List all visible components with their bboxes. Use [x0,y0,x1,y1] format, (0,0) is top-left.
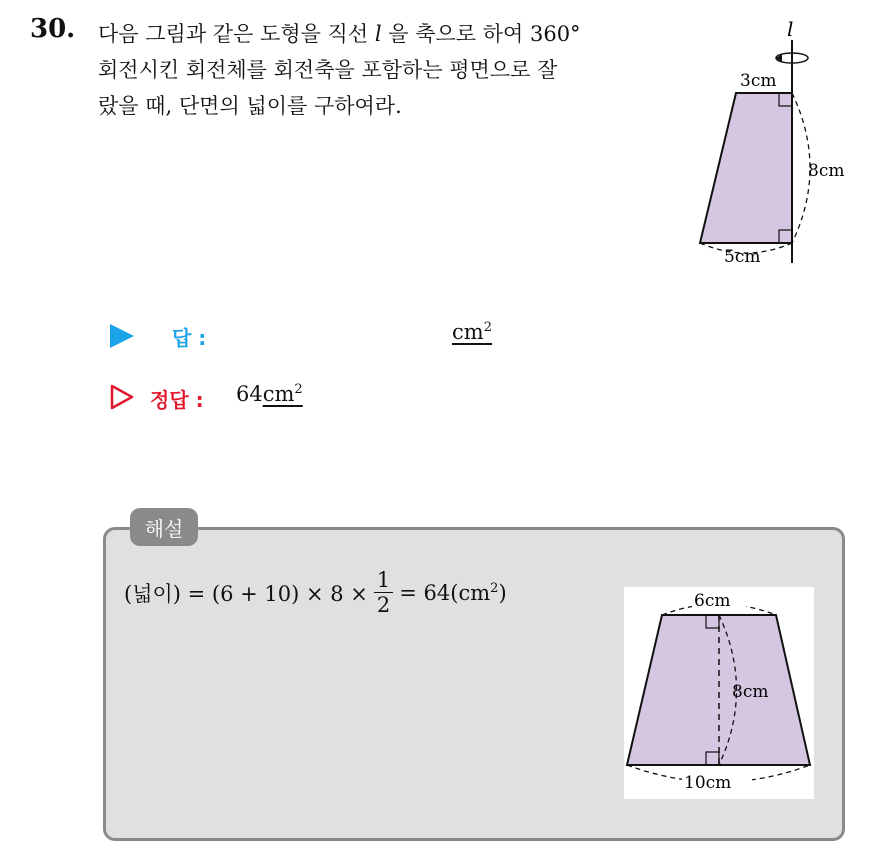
question-number: 30. [30,14,76,44]
top-length-label: 3cm [740,71,777,91]
fraction-half [374,568,393,617]
question-text [98,16,688,124]
answer-unit[interactable]: $cm^2$ [452,320,492,344]
question-line-1: 다음 그림과 같은 도형을 직선 l 을 축으로 하여 360° [98,22,581,46]
top-length-label: 6cm [694,591,731,611]
answer-label: 답 : [172,326,207,350]
formula-close: ) [498,580,507,605]
formula-rhs: = 64( [399,580,459,605]
cross-section-figure [624,587,814,799]
height-length-label: 8cm [808,161,845,181]
trapezoid-shape [700,93,792,243]
answer-row [110,320,530,352]
correct-answer-label: 정답 : [150,388,204,412]
solution-tag: 해설 [130,508,198,546]
formula-lhs: (넓이) = (6 + 10) × 8 × [124,581,368,606]
axis-label: l [787,18,794,41]
axis-variable: l [374,22,382,46]
bottom-length-label: 10cm [684,773,732,793]
question-line-2: 회전시킨 회전체를 회전축을 포함하는 평면으로 잘 [98,58,558,82]
solution-formula [124,568,507,617]
formula-unit: $cm^2$ [458,580,499,605]
question-line-3: 랐을 때, 단면의 넓이를 구하여라. [98,94,402,118]
play-arrow-icon [110,324,134,348]
correct-answer-value: $64cm^2$ [236,382,303,406]
fraction-numerator: 1 [374,568,393,593]
height-length-label: 8cm [732,682,769,702]
fraction-denominator: 2 [376,593,391,617]
bottom-length-label: 5cm [724,247,761,267]
outline-arrow-icon [110,384,134,410]
correct-answer-row [110,382,530,414]
trapezoid-figure [690,18,870,273]
